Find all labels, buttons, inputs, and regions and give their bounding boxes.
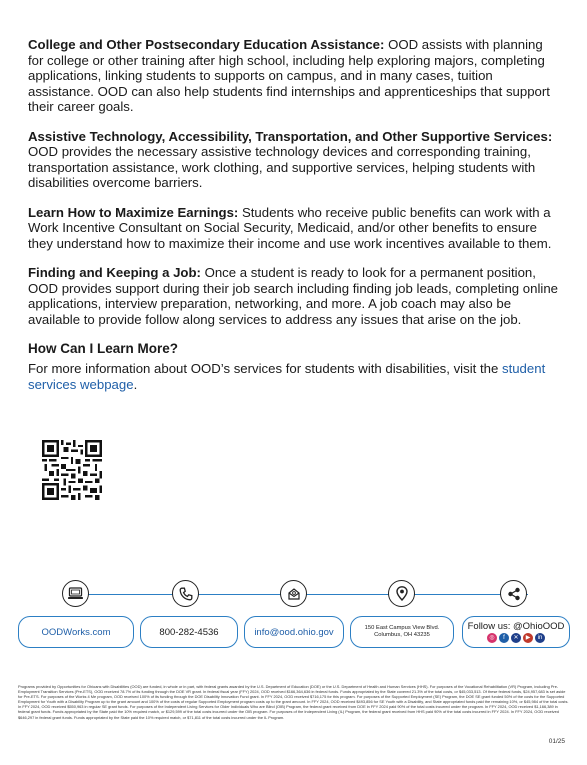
page-number: 01/25	[548, 738, 565, 745]
section-body: Once a student is ready to look for a permanent position, OOD provides support during their job search including finding job leads, completing online applications, interview preparation, networking, and more. A job coach may also be available to provide follow along services to address any issues that arise on the job.	[28, 265, 559, 327]
learn-more-end: .	[133, 376, 138, 392]
email-link[interactable]	[244, 616, 344, 648]
website-link[interactable]	[18, 616, 134, 648]
address-pill	[350, 616, 454, 648]
section-maximize-earnings	[28, 205, 558, 252]
learn-more-heading: How Can I Learn More?	[28, 341, 179, 356]
section-body: Students who receive public benefits can work with a Work Incentive Consultant on Social Security, Medicaid, and/or other benefits to ensure they understand how to maximize their income and use work incentives available to them.	[28, 204, 552, 251]
x-icon[interactable]: ✕	[511, 633, 521, 643]
address-line1: 150 East Campus View Blvd.	[364, 625, 440, 631]
qr-code	[42, 440, 102, 500]
learn-more-body: For more information about OOD’s services for students with disabilities, visit the	[28, 361, 502, 376]
share-icon	[500, 580, 527, 607]
funding-disclaimer: Programs provided by Opportunities for Ohioans with Disabilities (OOD) are funded, in whole or in part, with federal grants awarded by the U.S. Department of Education (DOE) or the U.S. Department of Health and Human Services (HHS). For purposes of the Vocational Rehabilitation (VR) Program, including Pre-Employment Transition Services (Pre-ETS), OOD received 78.7% of its funding through the DOE VR grant. In federal fiscal year (FFY) 2024, OOD received $166,364,636 in federal funds. Funds appropriated by the State covered 21.3% of the total costs, or $45,033,513. Of these federal funds, $24,957,683 is set aside for Pre-ETS. For purposes of the Works 4 Me program, OOD received 100% of its funding through the DOE Disability Innovation Fund grant. In FFY 2024, OOD received $716,175 for this program. For purposes of the Supported Employment (SE) Program, the DOE SE grant funded 50% of the costs for the Supported Employment for Youth with a Disability Program up to the grant amount and 100% of the costs of regular Supported Employment program costs up to the grant amount. In FFY 2024, OOD received $493,856 for SE Youth with a Disability, and State appropriated funds paid the remaining 10%, or $45,984 of the total costs. In FFY 2024, OOD received $550,963 in regular SE grant funds. For purposes of the Independent Living Services for Older Individuals Who are Blind (OIB) Program, the federal grant received from DOE in FFY 2024 paid 90% of the total costs incurred under the program. In FFY 2024, OOD received $1,166,389 in federal grant funds. Funds appropriated by the State paid the 10% required match, or $129,599 of the total costs incurred under the OIB program. For purposes of the Independent Living (IL) Program, the federal grant received from HHS paid 90% of the total costs incurred in FFY 2024. In FFY 2024, OOD received $646,297 in federal grant funds. Funds appropriated by the State paid the 10% required match, or $71,811 of the total costs incurred under the IL Program.	[18, 684, 569, 720]
website-text: OODWorks.com	[41, 626, 111, 638]
address-line2: Columbus, OH 43235	[374, 632, 430, 638]
linkedin-icon[interactable]: in	[535, 633, 545, 643]
social-pill	[462, 616, 570, 648]
location-pin-icon	[388, 580, 415, 607]
section-postsecondary	[28, 37, 558, 115]
section-assistive-technology	[28, 129, 558, 191]
instagram-icon[interactable]: ◎	[487, 633, 497, 643]
section-body: OOD provides the necessary assistive technology devices and corresponding training, transportation assistance, work clothing, and supportive services, helping students with disabilities overcome barriers.	[28, 144, 536, 190]
email-text: info@ood.ohio.gov	[254, 626, 334, 638]
facebook-icon[interactable]: f	[499, 633, 509, 643]
social-label: Follow us: @OhioOOD	[467, 621, 565, 632]
contact-bar	[14, 578, 574, 658]
section-heading: College and Other Postsecondary Education Assistance:	[28, 37, 385, 52]
section-body: OOD assists with planning for college or other training after high school, including help exploring majors, completing applications, linking students to supports on campus, and in many cases, tuition assistance. OOD can also help students find internships and apprenticeships that support their career goals.	[28, 37, 550, 114]
main-content	[28, 37, 558, 406]
phone-icon	[172, 580, 199, 607]
section-heading: Finding and Keeping a Job:	[28, 265, 201, 280]
section-heading: Assistive Technology, Accessibility, Transportation, and Other Supportive Services:	[28, 128, 553, 144]
youtube-icon[interactable]: ▶	[523, 633, 533, 643]
section-heading: Learn How to Maximize Earnings:	[28, 204, 239, 220]
student-services-link[interactable]: student services webpage	[28, 361, 546, 392]
learn-more-text	[28, 361, 558, 392]
computer-icon	[62, 580, 89, 607]
phone-text: 800-282-4536	[159, 626, 219, 638]
section-finding-job	[28, 265, 558, 327]
phone-pill[interactable]	[140, 616, 238, 648]
email-icon	[280, 580, 307, 607]
social-icons	[487, 633, 545, 643]
